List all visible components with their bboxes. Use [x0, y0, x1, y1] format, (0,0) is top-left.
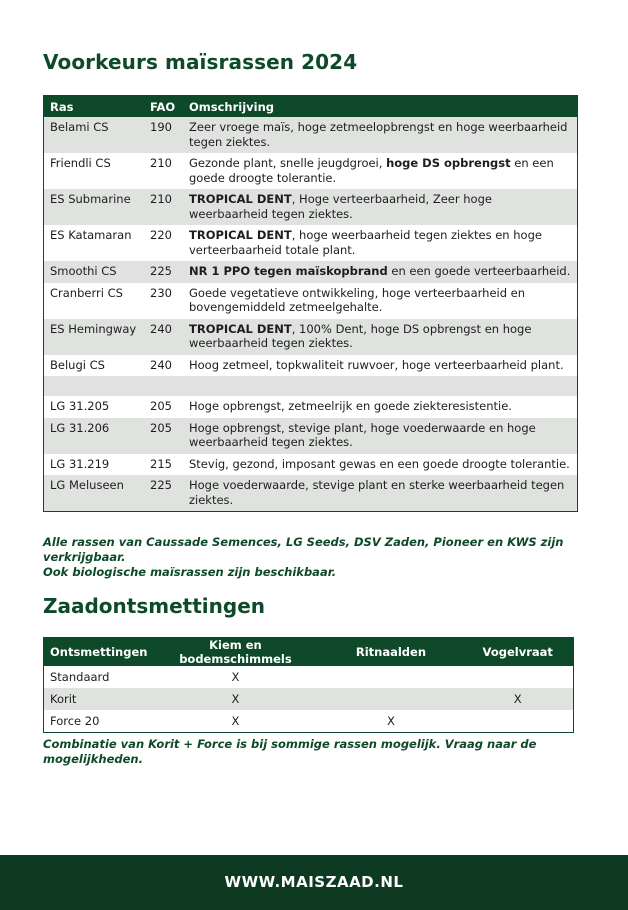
desc-highlight: hoge DS opbrengst: [386, 156, 511, 170]
cell-ras: LG Meluseen: [44, 475, 145, 512]
table-spacer-row: [44, 376, 578, 396]
section-title-treatments: Zaadontsmettingen: [43, 594, 265, 618]
page-title: Voorkeurs maïsrassen 2024: [43, 50, 358, 74]
desc-highlight: NR 1 PPO tegen maïskopbrand: [189, 264, 388, 278]
cell-mark: [462, 710, 573, 733]
varieties-table: [43, 95, 578, 512]
cell-fao: 240: [144, 355, 183, 377]
cell-mark: [319, 666, 462, 688]
cell-omschrijving: [183, 283, 578, 319]
cell-ras: Cranberri CS: [44, 283, 145, 319]
combination-note: Combinatie van Korit + Force is bij sommige rassen mogelijk. Vraag naar de mogelijkheden.: [43, 737, 537, 766]
availability-note-line-2: Ook biologische maïsrassen zijn beschikbaar.: [43, 565, 337, 579]
cell-omschrijving: [183, 261, 578, 283]
desc-text: en een goede verteerbaarheid.: [387, 264, 571, 278]
table-row: [44, 153, 578, 189]
cell-fao: [144, 376, 183, 396]
treatments-header-row: [44, 638, 574, 667]
cell-fao: 220: [144, 225, 183, 261]
desc-text: Gezonde plant, snelle jeugdgroei,: [189, 156, 387, 170]
varieties-body: [44, 117, 578, 512]
cell-fao: 240: [144, 319, 183, 355]
desc-text: , Hoge verteerbaarheid, Zeer hoge weerbaarheid tegen ziektes.: [189, 192, 492, 221]
cell-mark: [462, 666, 573, 688]
cell-mark: X: [151, 710, 319, 733]
cell-ras: Smoothi CS: [44, 261, 145, 283]
cell-fao: 205: [144, 396, 183, 418]
availability-note-line-1: Alle rassen van Caussade Semences, LG Seeds, DSV Zaden, Pioneer en KWS zijn verkrijgbaar.: [43, 535, 564, 564]
desc-text-after: en een goede droogte tolerantie.: [189, 156, 554, 185]
table-row: [44, 261, 578, 283]
desc-text: , hoge weerbaarheid tegen ziektes en hoge verteerbaarheid totale plant.: [189, 228, 542, 257]
cell-mark: X: [319, 710, 462, 733]
col-header-fao: FAO: [144, 96, 183, 118]
col-header-ritnaalden: Ritnaalden: [319, 638, 462, 667]
table-row: [44, 454, 578, 476]
table-row: [44, 117, 578, 153]
cell-treatment-name: Force 20: [44, 710, 152, 733]
table-row: [44, 283, 578, 319]
cell-fao: 225: [144, 475, 183, 512]
cell-fao: 205: [144, 418, 183, 454]
table-row: [44, 710, 574, 733]
cell-ras: ES Submarine: [44, 189, 145, 225]
cell-fao: 210: [144, 189, 183, 225]
table-row: [44, 319, 578, 355]
table-row: [44, 355, 578, 377]
cell-omschrijving: [183, 319, 578, 355]
desc-text: Hoge opbrengst, stevige plant, hoge voederwaarde en hoge weerbaarheid tegen ziektes.: [189, 420, 536, 449]
table-row: [44, 475, 578, 512]
desc-text: , 100% Dent, hoge DS opbrengst en hoge weerbaarheid tegen ziektes.: [189, 321, 532, 350]
cell-mark: [319, 688, 462, 710]
varieties-header-row: [44, 96, 578, 118]
desc-text: Goede vegetatieve ontwikkeling, hoge verteerbaarheid en bovengemiddeld zetmeelgehalte.: [189, 285, 526, 314]
availability-note: [43, 535, 628, 580]
table-row: [44, 396, 578, 418]
cell-ras: ES Hemingway: [44, 319, 145, 355]
cell-ras: Friendli CS: [44, 153, 145, 189]
cell-fao: 210: [144, 153, 183, 189]
cell-omschrijving: [183, 454, 578, 476]
footer-website: WWW.MAISZAAD.NL: [0, 855, 628, 910]
cell-omschrijving: [183, 376, 578, 396]
desc-text: Hoog zetmeel, topkwaliteit ruwvoer, hoge verteerbaarheid plant.: [189, 357, 564, 372]
col-header-vogelvraat: Vogelvraat: [462, 638, 573, 667]
treatments-table: [43, 637, 574, 733]
cell-mark: X: [151, 666, 319, 688]
col-header-ontsmettingen: Ontsmettingen: [44, 638, 152, 667]
cell-fao: 230: [144, 283, 183, 319]
table-row: [44, 666, 574, 688]
cell-ras: LG 31.205: [44, 396, 145, 418]
cell-ras: Belami CS: [44, 117, 145, 153]
desc-text: Hoge opbrengst, zetmeelrijk en goede ziekteresistentie.: [189, 399, 512, 413]
cell-ras: Belugi CS: [44, 355, 145, 377]
cell-ras: ES Katamaran: [44, 225, 145, 261]
cell-treatment-name: Standaard: [44, 666, 152, 688]
cell-omschrijving: [183, 475, 578, 512]
cell-omschrijving: [183, 189, 578, 225]
table-row: [44, 189, 578, 225]
col-header-omschrijving: Omschrijving: [183, 96, 578, 118]
cell-fao: 215: [144, 454, 183, 476]
cell-ras: LG 31.206: [44, 418, 145, 454]
treatments-body: [44, 666, 574, 733]
table-row: [44, 225, 578, 261]
desc-highlight: TROPICAL DENT: [189, 192, 292, 206]
cell-ras: LG 31.219: [44, 454, 145, 476]
cell-mark: X: [462, 688, 573, 710]
cell-fao: 225: [144, 261, 183, 283]
cell-treatment-name: Korit: [44, 688, 152, 710]
cell-omschrijving: [183, 396, 578, 418]
desc-text: Hoge voederwaarde, stevige plant en sterke weerbaarheid tegen ziektes.: [189, 478, 565, 507]
cell-omschrijving: [183, 225, 578, 261]
cell-omschrijving: [183, 418, 578, 454]
desc-highlight: TROPICAL DENT: [189, 228, 292, 242]
cell-omschrijving: [183, 117, 578, 153]
cell-ras: [44, 376, 145, 396]
cell-mark: X: [151, 688, 319, 710]
desc-highlight: TROPICAL DENT: [189, 321, 292, 336]
desc-text: Zeer vroege maïs, hoge zetmeelopbrengst en hoge weerbaarheid tegen ziektes.: [189, 120, 568, 149]
desc-text: Stevig, gezond, imposant gewas en een goede droogte tolerantie.: [189, 456, 570, 471]
cell-omschrijving: [183, 355, 578, 377]
table-row: [44, 688, 574, 710]
cell-fao: 190: [144, 117, 183, 153]
table-row: [44, 418, 578, 454]
col-header-kiem: Kiem en bodemschimmels: [151, 638, 319, 667]
cell-omschrijving: [183, 153, 578, 189]
col-header-ras: Ras: [44, 96, 145, 118]
